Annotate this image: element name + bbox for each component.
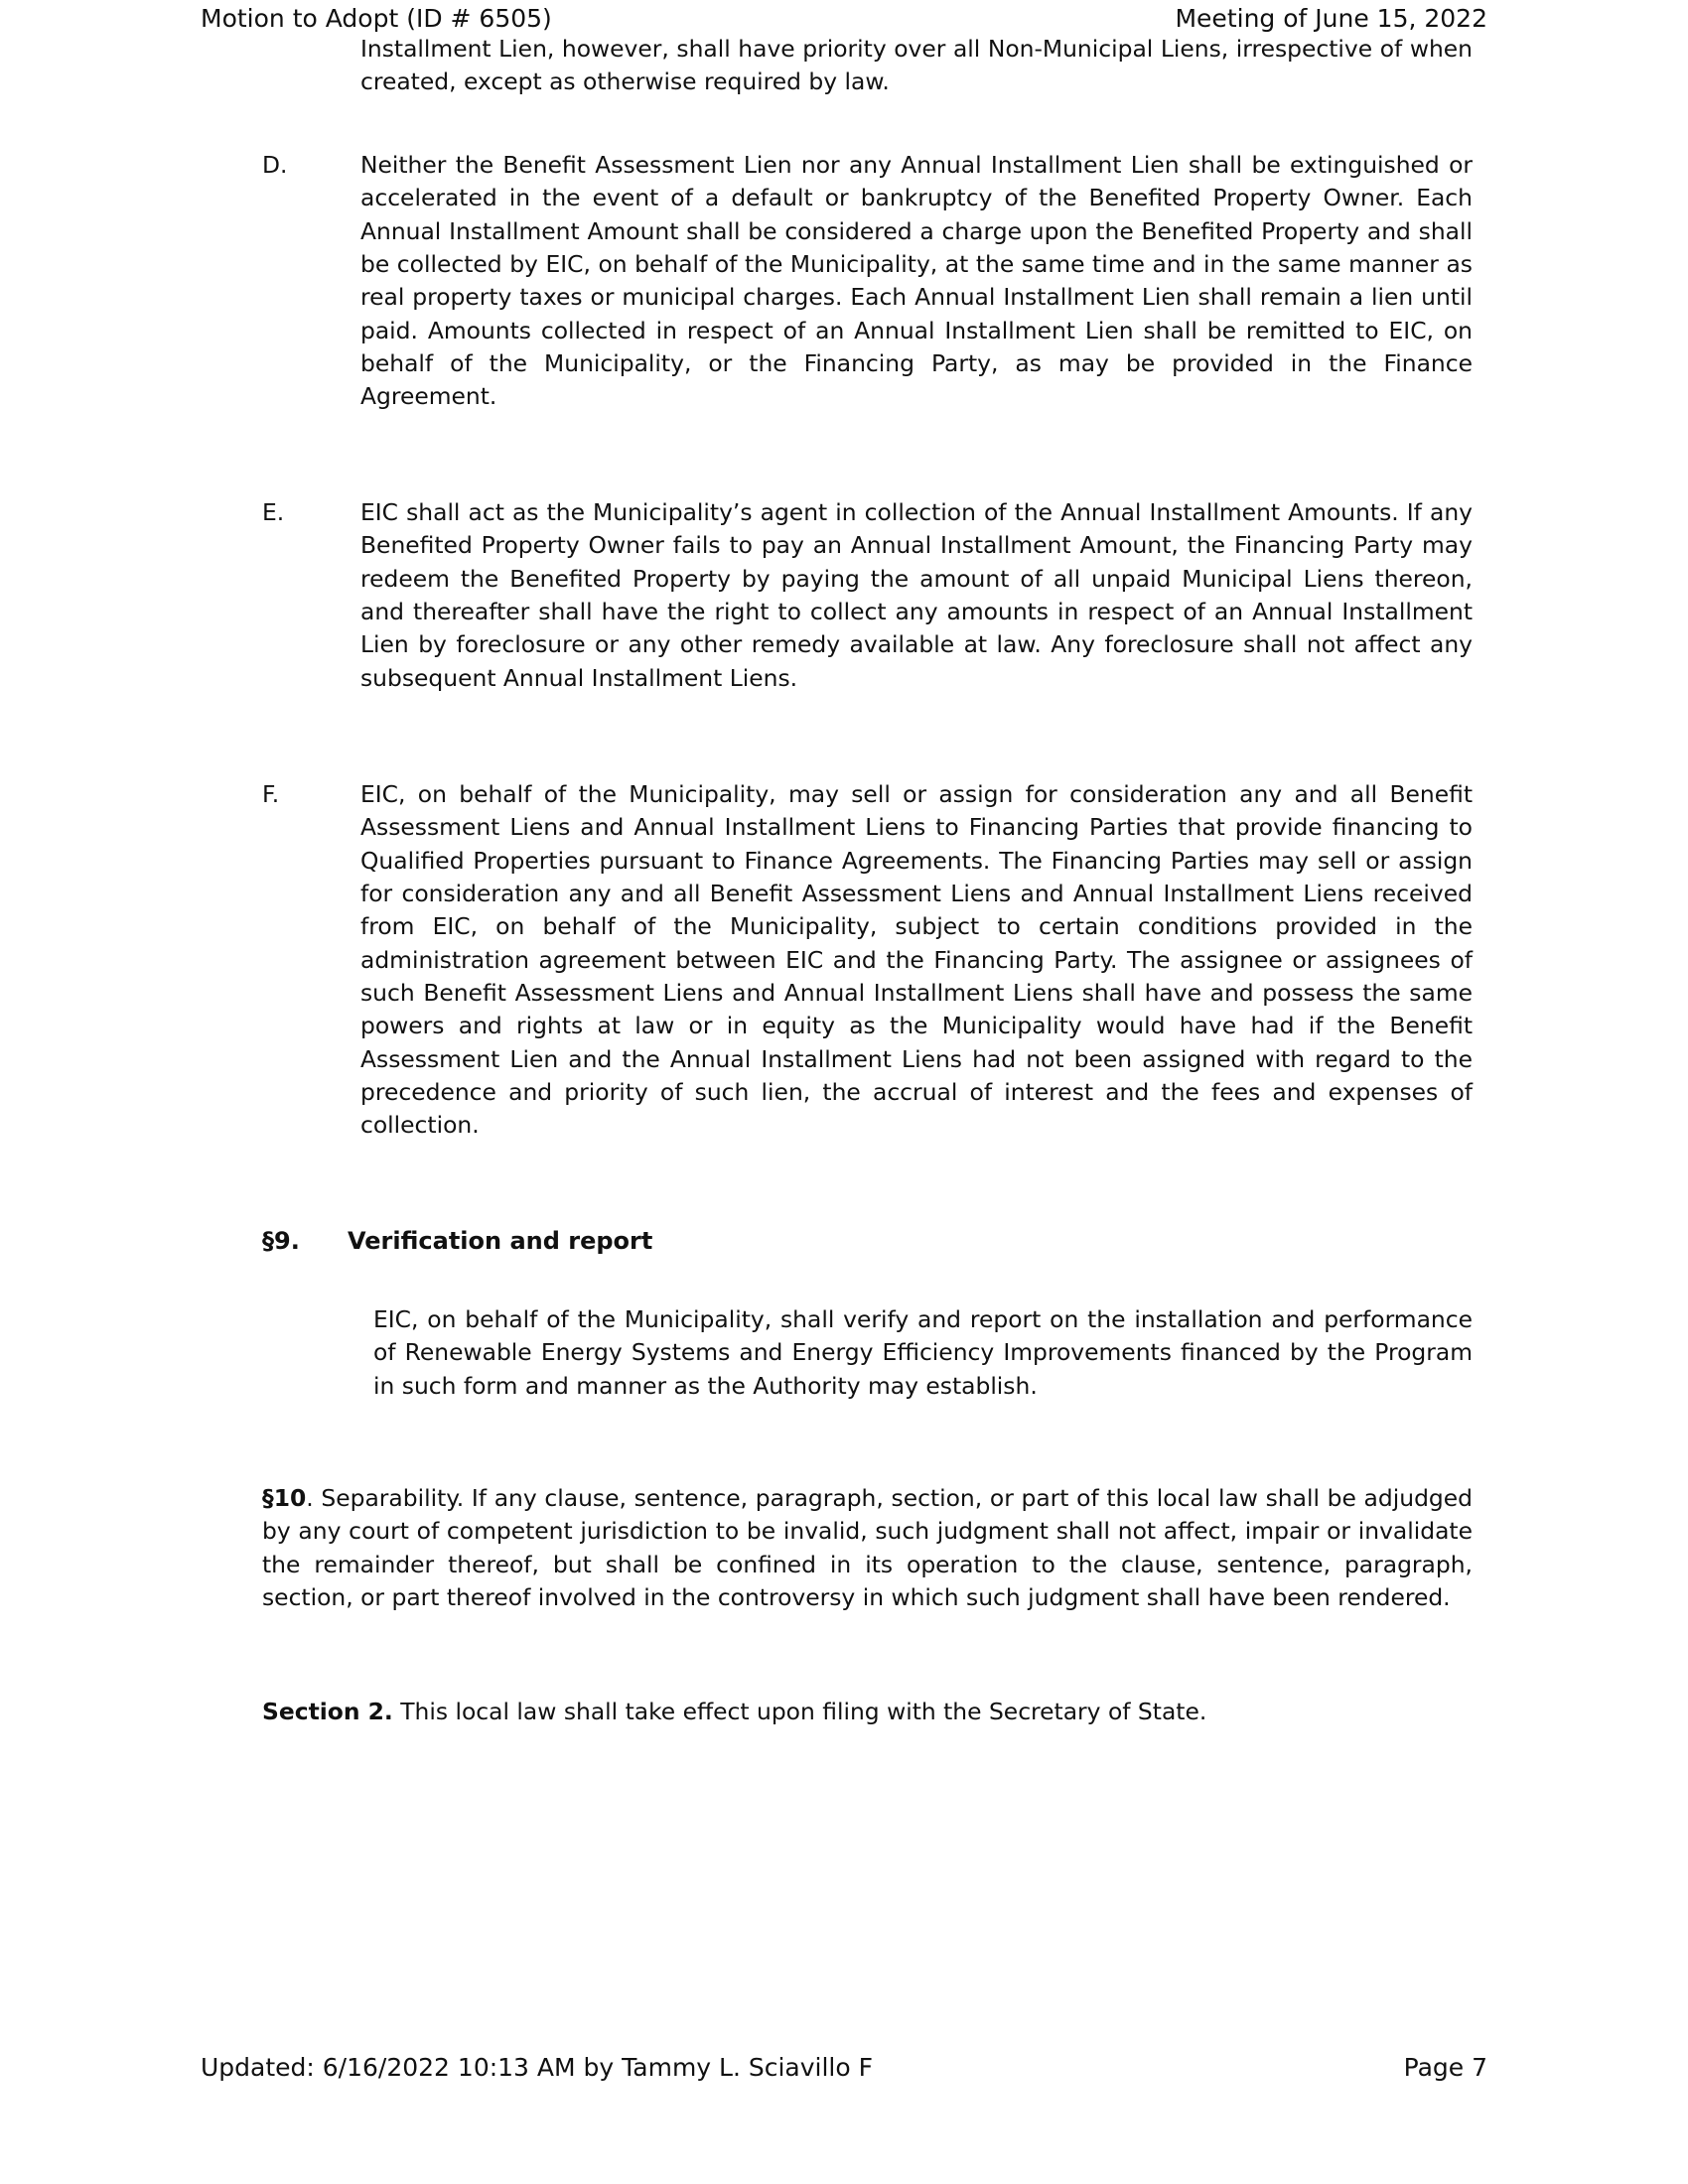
section-9-number: §9.: [262, 1227, 300, 1255]
header-motion-id: Motion to Adopt (ID # 6505): [201, 4, 552, 33]
paragraph-d-text: Neither the Benefit Assessment Lien nor any Annual Installment Lien shall be extinguished or accelerated in the event of a default or bankruptcy of the Benefited Property Owner. Each Annual Installment Amount shall be considered a charge upon the Benefited Property and shall be collected by EIC, on behalf of the Municipality, at the same time and in the same manner as real property taxes or municipal charges. Each Annual Installment Lien shall remain a lien until paid. Amounts collected in respect of an Annual Installment Lien shall be remitted to EIC, on behalf of the Municipality, or the Financing Party, as may be provided in the Finance Agreement.: [360, 151, 1473, 411]
paragraph-f-text: EIC, on behalf of the Municipality, may sell or assign for consideration any and all Benefit Assessment Liens and Annual Installment Liens to Financing Parties that provide financing to Qualified Properties pursuant to Finance Agreements. The Financing Parties may sell or assign for consideration any and all Benefit Assessment Liens and Annual Installment Liens received from EIC, on behalf of the Municipality, subject to certain conditions provided in the administration agreement between EIC and the Financing Party. The assignee or assignees of such Benefit Assessment Liens and Annual Installment Liens shall have and possess the same powers and rights at law or in equity as the Municipality would have had if the Benefit Assessment Lien and the Annual Installment Liens had not been assigned with regard to the precedence and priority of such lien, the accrual of interest and the fees and expenses of collection.: [360, 780, 1473, 1140]
section-10-number: §10: [262, 1484, 307, 1512]
page-header: [201, 2, 1487, 36]
section-10-paragraph: [262, 1482, 1473, 1614]
header-meeting-date: Meeting of June 15, 2022: [1175, 4, 1487, 33]
section-9-title: Verification and report: [348, 1227, 653, 1255]
section-2-label: Section 2.: [262, 1698, 393, 1725]
paragraph-f-label: F.: [262, 780, 280, 808]
paragraph-e-text: EIC shall act as the Municipality’s agent in collection of the Annual Installment Amounts. If any Benefited Property Owner fails to pay an Annual Installment Amount, the Financing Party may redeem the Benefited Property by paying the amount of all unpaid Municipal Liens thereon, and thereafter shall have the right to collect any amounts in respect of an Annual Installment Lien by foreclosure or any other remedy available at law. Any foreclosure shall not affect any subsequent Annual Installment Liens.: [360, 498, 1473, 692]
paragraph-e-label: E.: [262, 498, 285, 526]
section-10-text: . Separability. If any clause, sentence, paragraph, section, or part of this local law shall be adjudged by any court of competent jurisdiction to be invalid, such judgment shall not affect, impair or invalidate the remainder thereof, but shall be confined in its operation to the clause, sentence, paragraph, section, or part thereof involved in the controversy in which such judgment shall have been rendered.: [262, 1484, 1473, 1612]
continuation-paragraph: Installment Lien, however, shall have priority over all Non-Municipal Liens, irrespective of when created, except as otherwise required by law.: [360, 35, 1473, 96]
section-9-text: EIC, on behalf of the Municipality, shall verify and report on the installation and performance of Renewable Energy Systems and Energy Efficiency Improvements financed by the Program in such form and manner as the Authority may establish.: [373, 1305, 1473, 1400]
section-2-text: This local law shall take effect upon filing with the Secretary of State.: [392, 1698, 1207, 1725]
footer-updated-info: Updated: 6/16/2022 10:13 AM by Tammy L. Sciavillo F: [201, 2053, 873, 2082]
paragraph-d-label: D.: [262, 151, 288, 179]
page-footer: [201, 2051, 1487, 2085]
section-2-paragraph: [262, 1696, 1473, 1728]
footer-page-number: Page 7: [1403, 2053, 1487, 2082]
